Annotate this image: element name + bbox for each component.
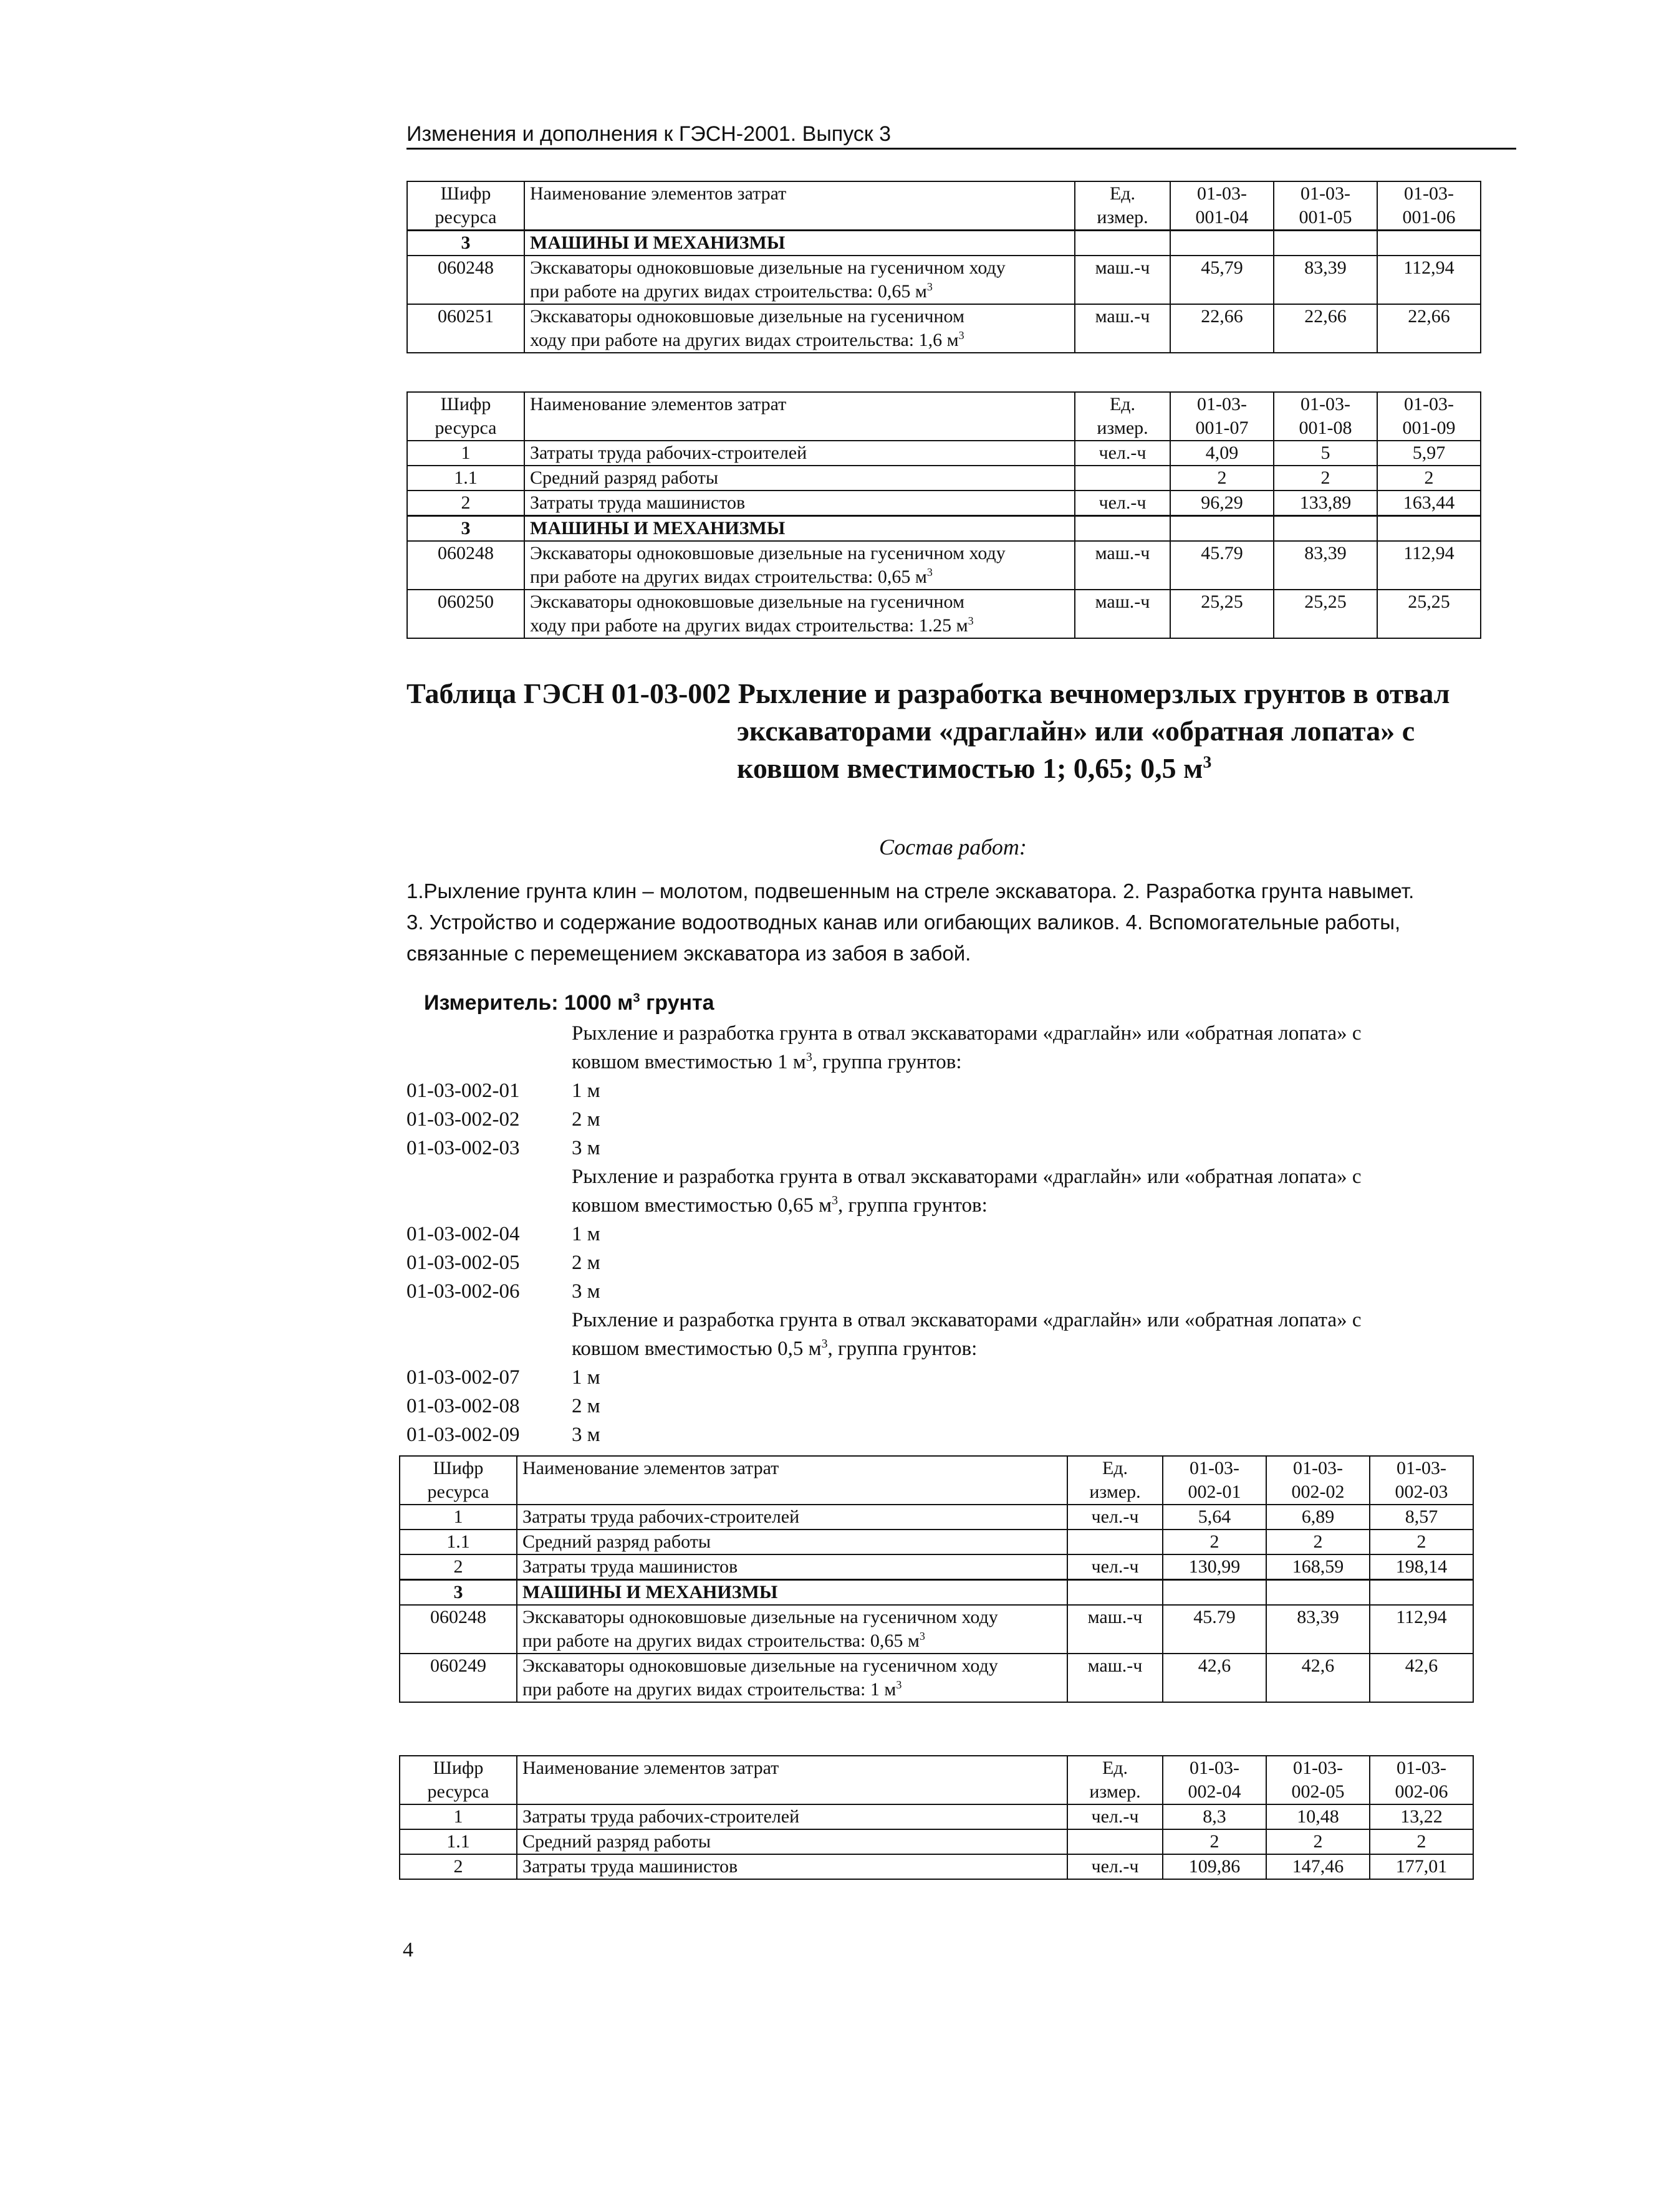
cell-value: 2 (1266, 1530, 1370, 1554)
resource-table-1 (406, 181, 1481, 353)
spec-group-description: Рыхление и разработка грунта в отвал экскаваторами «драглайн» или «обратная лопата» с (572, 1022, 1362, 1045)
cell-resource-code: 060249 (400, 1654, 517, 1702)
cell-unit: маш.-ч (1075, 541, 1170, 590)
cell-resource-code: 1 (400, 1804, 517, 1829)
cell-value: 177,01 (1370, 1854, 1473, 1879)
spec-list (406, 1019, 1516, 1449)
cell-resource-name: Средний разряд работы (524, 466, 1075, 491)
cell-value: 168,59 (1266, 1554, 1370, 1580)
cell-unit: чел.-ч (1067, 1854, 1163, 1879)
cell-value: 112,94 (1370, 1605, 1473, 1654)
cell-value: 109,86 (1163, 1854, 1266, 1879)
header-norm-code: 01-03- 002-02 (1266, 1456, 1370, 1505)
table-row (400, 1605, 1473, 1654)
table-header-row (400, 1456, 1473, 1505)
table-row (400, 1804, 1473, 1829)
spec-item-code: 01-03-002-02 (406, 1108, 520, 1131)
cell-value: 83,39 (1274, 256, 1377, 304)
table-row (407, 541, 1481, 590)
cell-unit (1075, 466, 1170, 491)
cell-unit: чел.-ч (1067, 1505, 1163, 1530)
cell-value (1266, 1580, 1370, 1606)
cell-value: 2 (1266, 1829, 1370, 1854)
cell-unit: чел.-ч (1075, 491, 1170, 516)
cell-value: 45,79 (1170, 256, 1274, 304)
cell-value: 5,97 (1377, 441, 1481, 466)
spec-group-description: Рыхление и разработка грунта в отвал экскаваторами «драглайн» или «обратная лопата» с (572, 1166, 1362, 1188)
cell-resource-code: 1.1 (400, 1829, 517, 1854)
work-line-2: 3. Устройство и содержание водоотводных канав или огибающих валиков. 4. Вспомогательные работы, (406, 911, 1401, 934)
cell-resource-code: 3 (407, 516, 524, 542)
cell-value: 133,89 (1274, 491, 1377, 516)
table-header-row (400, 1756, 1473, 1804)
table-title-line-1: Таблица ГЭСН 01-03-002 Рыхление и разработка вечномерзлых грунтов в отвал (406, 677, 1450, 709)
cell-resource-name: Затраты труда рабочих-строителей (517, 1804, 1067, 1829)
cell-unit: маш.-ч (1075, 590, 1170, 638)
spec-item-text: 2 м (572, 1395, 600, 1417)
work-line-3: связанные с перемещением экскаватора из забоя в забой. (406, 942, 971, 965)
cell-resource-code: 1 (407, 441, 524, 466)
cell-resource-code: 3 (400, 1580, 517, 1606)
cell-value: 2 (1170, 466, 1274, 491)
cell-resource-code: 060248 (407, 541, 524, 590)
header-unit: Ед. измер. (1067, 1756, 1163, 1804)
header-code: Шифр ресурса (407, 392, 524, 441)
cell-value: 4,09 (1170, 441, 1274, 466)
header-code: Шифр ресурса (407, 181, 524, 231)
cell-resource-name: МАШИНЫ И МЕХАНИЗМЫ (524, 231, 1075, 256)
cell-unit: чел.-ч (1067, 1554, 1163, 1580)
spec-item-code: 01-03-002-06 (406, 1280, 520, 1303)
cell-resource-code: 060248 (400, 1605, 517, 1654)
running-header: Изменения и дополнения к ГЭСН-2001. Выпуск 3 (406, 122, 1516, 150)
spec-item-code: 01-03-002-08 (406, 1395, 520, 1417)
cell-unit: маш.-ч (1067, 1605, 1163, 1654)
table-row (400, 1530, 1473, 1554)
work-composition-text (406, 876, 1516, 969)
cell-resource-name: Затраты труда машинистов (517, 1854, 1067, 1879)
cell-resource-name: МАШИНЫ И МЕХАНИЗМЫ (524, 516, 1075, 542)
cell-value (1370, 1580, 1473, 1606)
header-code: Шифр ресурса (400, 1756, 517, 1804)
cell-unit (1075, 231, 1170, 256)
resource-table-2 (406, 391, 1481, 639)
cell-value: 22,66 (1377, 304, 1481, 353)
cell-value: 25,25 (1377, 590, 1481, 638)
cell-value: 42,6 (1266, 1654, 1370, 1702)
cell-value: 25,25 (1170, 590, 1274, 638)
cell-value: 45.79 (1163, 1605, 1266, 1654)
cell-unit (1075, 516, 1170, 542)
spec-item-code: 01-03-002-01 (406, 1080, 520, 1102)
cell-unit (1067, 1829, 1163, 1854)
cell-resource-name: Затраты труда рабочих-строителей (517, 1505, 1067, 1530)
header-norm-code: 01-03- 001-07 (1170, 392, 1274, 441)
cell-resource-name: Экскаваторы одноковшовые дизельные на гусеничном ходу при работе на других видах строительства: 0,65 $м^3$ (524, 256, 1075, 304)
header-name: Наименование элементов затрат (524, 392, 1075, 441)
spec-group (406, 1306, 1516, 1449)
spec-item-code: 01-03-002-09 (406, 1424, 520, 1446)
cell-value: 2 (1370, 1829, 1473, 1854)
work-line-1: 1.Рыхление грунта клин – молотом, подвешенным на стреле экскаватора. 2. Разработка грунта навымет. (406, 879, 1415, 903)
cell-unit: маш.-ч (1067, 1654, 1163, 1702)
spec-item-text: 1 м (572, 1223, 600, 1245)
cell-unit: чел.-ч (1075, 441, 1170, 466)
cell-value: 13,22 (1370, 1804, 1473, 1829)
cell-value: 2 (1370, 1530, 1473, 1554)
header-norm-code: 01-03- 002-03 (1370, 1456, 1473, 1505)
cell-resource-name: Экскаваторы одноковшовые дизельные на гусеничном ходу при работе на других видах строительства: 1 $м^3$ (517, 1654, 1067, 1702)
header-norm-code: 01-03- 001-08 (1274, 392, 1377, 441)
cell-value: 22,66 (1274, 304, 1377, 353)
cell-value: 198,14 (1370, 1554, 1473, 1580)
spec-item-code: 01-03-002-07 (406, 1366, 520, 1389)
spec-group (406, 1019, 1516, 1162)
cell-resource-code: 2 (400, 1854, 517, 1879)
spec-item-text: 1 м (572, 1366, 600, 1389)
spec-item (406, 1220, 1516, 1248)
header-name: Наименование элементов затрат (517, 1456, 1067, 1505)
cell-resource-name: Экскаваторы одноковшовые дизельные на гусеничном ходу при работе на других видах строительства: 0,65 $м^3$ (517, 1605, 1067, 1654)
work-composition-label: Состав работ: (879, 835, 1027, 859)
cell-resource-code: 3 (407, 231, 524, 256)
cell-resource-name: Затраты труда машинистов (524, 491, 1075, 516)
cell-resource-code: 2 (407, 491, 524, 516)
spec-item-code: 01-03-002-04 (406, 1223, 520, 1245)
spec-item-code: 01-03-002-03 (406, 1137, 520, 1159)
cell-resource-name: Затраты труда машинистов (517, 1554, 1067, 1580)
cell-value: 2 (1163, 1829, 1266, 1854)
cell-unit: маш.-ч (1075, 304, 1170, 353)
spec-item-text: 2 м (572, 1252, 600, 1274)
cell-value: 5 (1274, 441, 1377, 466)
header-code: Шифр ресурса (400, 1456, 517, 1505)
header-norm-code: 01-03- 001-05 (1274, 181, 1377, 231)
cell-value: 112,94 (1377, 256, 1481, 304)
cell-value: 8,3 (1163, 1804, 1266, 1829)
cell-resource-code: 1.1 (400, 1530, 517, 1554)
header-norm-code: 01-03- 002-04 (1163, 1756, 1266, 1804)
table-title (406, 675, 1529, 787)
header-norm-code: 01-03- 002-06 (1370, 1756, 1473, 1804)
header-norm-code: 01-03- 001-06 (1377, 181, 1481, 231)
header-name: Наименование элементов затрат (517, 1756, 1067, 1804)
spec-item (406, 1363, 1516, 1392)
cell-value: 8,57 (1370, 1505, 1473, 1530)
cell-value: 6,89 (1266, 1505, 1370, 1530)
table-row (400, 1654, 1473, 1702)
table-row (407, 466, 1481, 491)
spec-item (406, 1420, 1516, 1449)
spec-group-description-cont: ковшом вместимостью 0,5 $м^3$, группа грунтов: (572, 1337, 978, 1360)
header-unit: Ед. измер. (1075, 181, 1170, 231)
cell-resource-code: 2 (400, 1554, 517, 1580)
cell-value: 112,94 (1377, 541, 1481, 590)
cell-resource-code: 060248 (407, 256, 524, 304)
resource-table-4 (399, 1755, 1474, 1880)
cell-resource-name: Затраты труда рабочих-строителей (524, 441, 1075, 466)
table-row (407, 590, 1481, 638)
cell-value: 42,6 (1163, 1654, 1266, 1702)
spec-group-description-cont: ковшом вместимостью 1 $м^3$, группа грунтов: (572, 1050, 962, 1073)
table-title-line-2: экскаваторами «драглайн» или «обратная лопата» с (737, 715, 1415, 747)
cell-value: 5,64 (1163, 1505, 1266, 1530)
spec-item-text: 3 м (572, 1280, 600, 1303)
spec-item (406, 1248, 1516, 1277)
cell-resource-code: 1 (400, 1505, 517, 1530)
header-norm-code: 01-03- 001-04 (1170, 181, 1274, 231)
cell-value: 10,48 (1266, 1804, 1370, 1829)
cell-value: 130,99 (1163, 1554, 1266, 1580)
table-row (400, 1505, 1473, 1530)
spec-item-text: 1 м (572, 1080, 600, 1102)
header-unit: Ед. измер. (1067, 1456, 1163, 1505)
cell-unit: чел.-ч (1067, 1804, 1163, 1829)
cell-value (1170, 231, 1274, 256)
cell-resource-name: МАШИНЫ И МЕХАНИЗМЫ (517, 1580, 1067, 1606)
cell-value (1274, 231, 1377, 256)
cell-unit (1067, 1580, 1163, 1606)
cell-value: 22,66 (1170, 304, 1274, 353)
header-unit: Ед. измер. (1075, 392, 1170, 441)
table-row (407, 441, 1481, 466)
cell-resource-name: Экскаваторы одноковшовые дизельные на гусеничном ходу при работе на других видах строительства: 1,6 $м^3$ (524, 304, 1075, 353)
resource-table-3 (399, 1455, 1474, 1703)
spec-item (406, 1134, 1516, 1162)
spec-group (406, 1162, 1516, 1306)
table-row (400, 1854, 1473, 1879)
table-row (407, 231, 1481, 256)
table-header-row (407, 181, 1481, 231)
spec-group-description-cont: ковшом вместимостью 0,65 $м^3$, группа грунтов: (572, 1194, 988, 1217)
cell-value: 2 (1274, 466, 1377, 491)
cell-value (1377, 516, 1481, 542)
cell-resource-code: 060250 (407, 590, 524, 638)
header-norm-code: 01-03- 002-01 (1163, 1456, 1266, 1505)
cell-value: 25,25 (1274, 590, 1377, 638)
spec-item (406, 1105, 1516, 1134)
spec-item-text: 3 м (572, 1137, 600, 1159)
table-row (400, 1580, 1473, 1606)
spec-item-code: 01-03-002-05 (406, 1252, 520, 1274)
table-row (407, 256, 1481, 304)
table-header-row (407, 392, 1481, 441)
measurement-unit: Измеритель: 1000 $м^3$ грунта (424, 991, 714, 1015)
cell-unit (1067, 1530, 1163, 1554)
table-title-line-3: ковшом вместимостью 1; 0,65; 0,5 $м^3$ (737, 752, 1212, 784)
cell-resource-name: Экскаваторы одноковшовые дизельные на гусеничном ходу при работе на других видах строительства: 0,65 $м^3$ (524, 541, 1075, 590)
cell-value: 83,39 (1274, 541, 1377, 590)
spec-item-text: 3 м (572, 1424, 600, 1446)
page-number: 4 (403, 1938, 413, 1961)
spec-item-text: 2 м (572, 1108, 600, 1131)
cell-resource-code: 1.1 (407, 466, 524, 491)
table-row (407, 516, 1481, 542)
cell-resource-name: Средний разряд работы (517, 1829, 1067, 1854)
cell-unit: маш.-ч (1075, 256, 1170, 304)
cell-value: 2 (1163, 1530, 1266, 1554)
spec-item (406, 1076, 1516, 1105)
cell-value: 147,46 (1266, 1854, 1370, 1879)
cell-resource-name: Средний разряд работы (517, 1530, 1067, 1554)
table-row (400, 1829, 1473, 1854)
cell-value: 42,6 (1370, 1654, 1473, 1702)
header-norm-code: 01-03- 001-09 (1377, 392, 1481, 441)
spec-group-description: Рыхление и разработка грунта в отвал экскаваторами «драглайн» или «обратная лопата» с (572, 1309, 1362, 1331)
cell-resource-name: Экскаваторы одноковшовые дизельные на гусеничном ходу при работе на других видах строительства: 1.25 $м^3$ (524, 590, 1075, 638)
table-row (407, 304, 1481, 353)
cell-value (1377, 231, 1481, 256)
cell-value (1163, 1580, 1266, 1606)
cell-value: 2 (1377, 466, 1481, 491)
spec-item (406, 1277, 1516, 1306)
cell-value (1170, 516, 1274, 542)
cell-value: 83,39 (1266, 1605, 1370, 1654)
header-norm-code: 01-03- 002-05 (1266, 1756, 1370, 1804)
cell-resource-code: 060251 (407, 304, 524, 353)
header-name: Наименование элементов затрат (524, 181, 1075, 231)
table-row (407, 491, 1481, 516)
cell-value (1274, 516, 1377, 542)
cell-value: 96,29 (1170, 491, 1274, 516)
spec-item (406, 1392, 1516, 1420)
cell-value: 45.79 (1170, 541, 1274, 590)
cell-value: 163,44 (1377, 491, 1481, 516)
table-row (400, 1554, 1473, 1580)
